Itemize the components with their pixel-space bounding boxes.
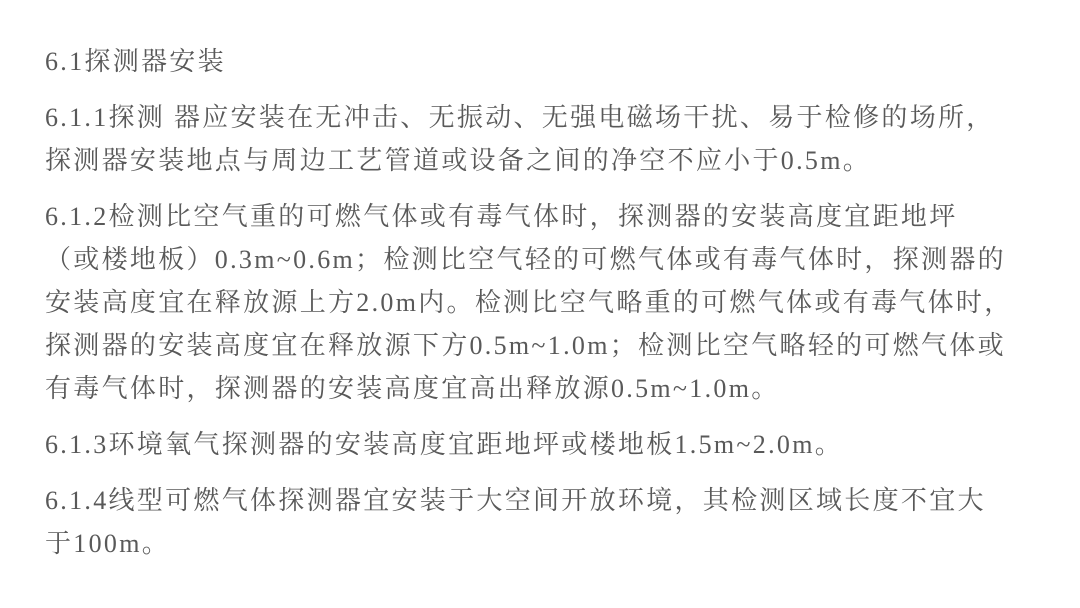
text-line: 6.1.4线型可燃气体探测器宜安装于大空间开放环境，其检测区域长度不宜大	[45, 486, 986, 515]
text-line: 6.1.1探测 器应安装在无冲击、无振动、无强电磁场干扰、易于检修的场所，	[45, 103, 995, 132]
text-line: 安装高度宜在释放源上方2.0m内。检测比空气略重的可燃气体或有毒气体时，	[45, 288, 1013, 317]
clause-6-1-3	[45, 423, 1036, 466]
text-line: （或楼地板）0.3m~0.6m；检测比空气轻的可燃气体或有毒气体时，探测器的	[45, 245, 1006, 274]
clause-6-1-1	[45, 96, 1036, 182]
text-line: 6.1.2检测比空气重的可燃气体或有毒气体时，探测器的安装高度宜距地坪	[45, 202, 958, 231]
text-line: 6.1.3环境氧气探测器的安装高度宜距地坪或楼地板1.5m~2.0m。	[45, 430, 844, 459]
text-line: 于100m。	[45, 529, 171, 558]
text-line: 有毒气体时，探测器的安装高度宜高出释放源0.5m~1.0m。	[45, 374, 780, 403]
text-line: 探测器安装地点与周边工艺管道或设备之间的净空不应小于0.5m。	[45, 146, 872, 175]
clause-6-1-4	[45, 479, 1036, 565]
section-heading: 6.1探测器安装	[45, 47, 226, 76]
text-line: 探测器的安装高度宜在释放源下方0.5m~1.0m；检测比空气略轻的可燃气体或	[45, 331, 1006, 360]
clause-6-1-2	[45, 195, 1036, 410]
